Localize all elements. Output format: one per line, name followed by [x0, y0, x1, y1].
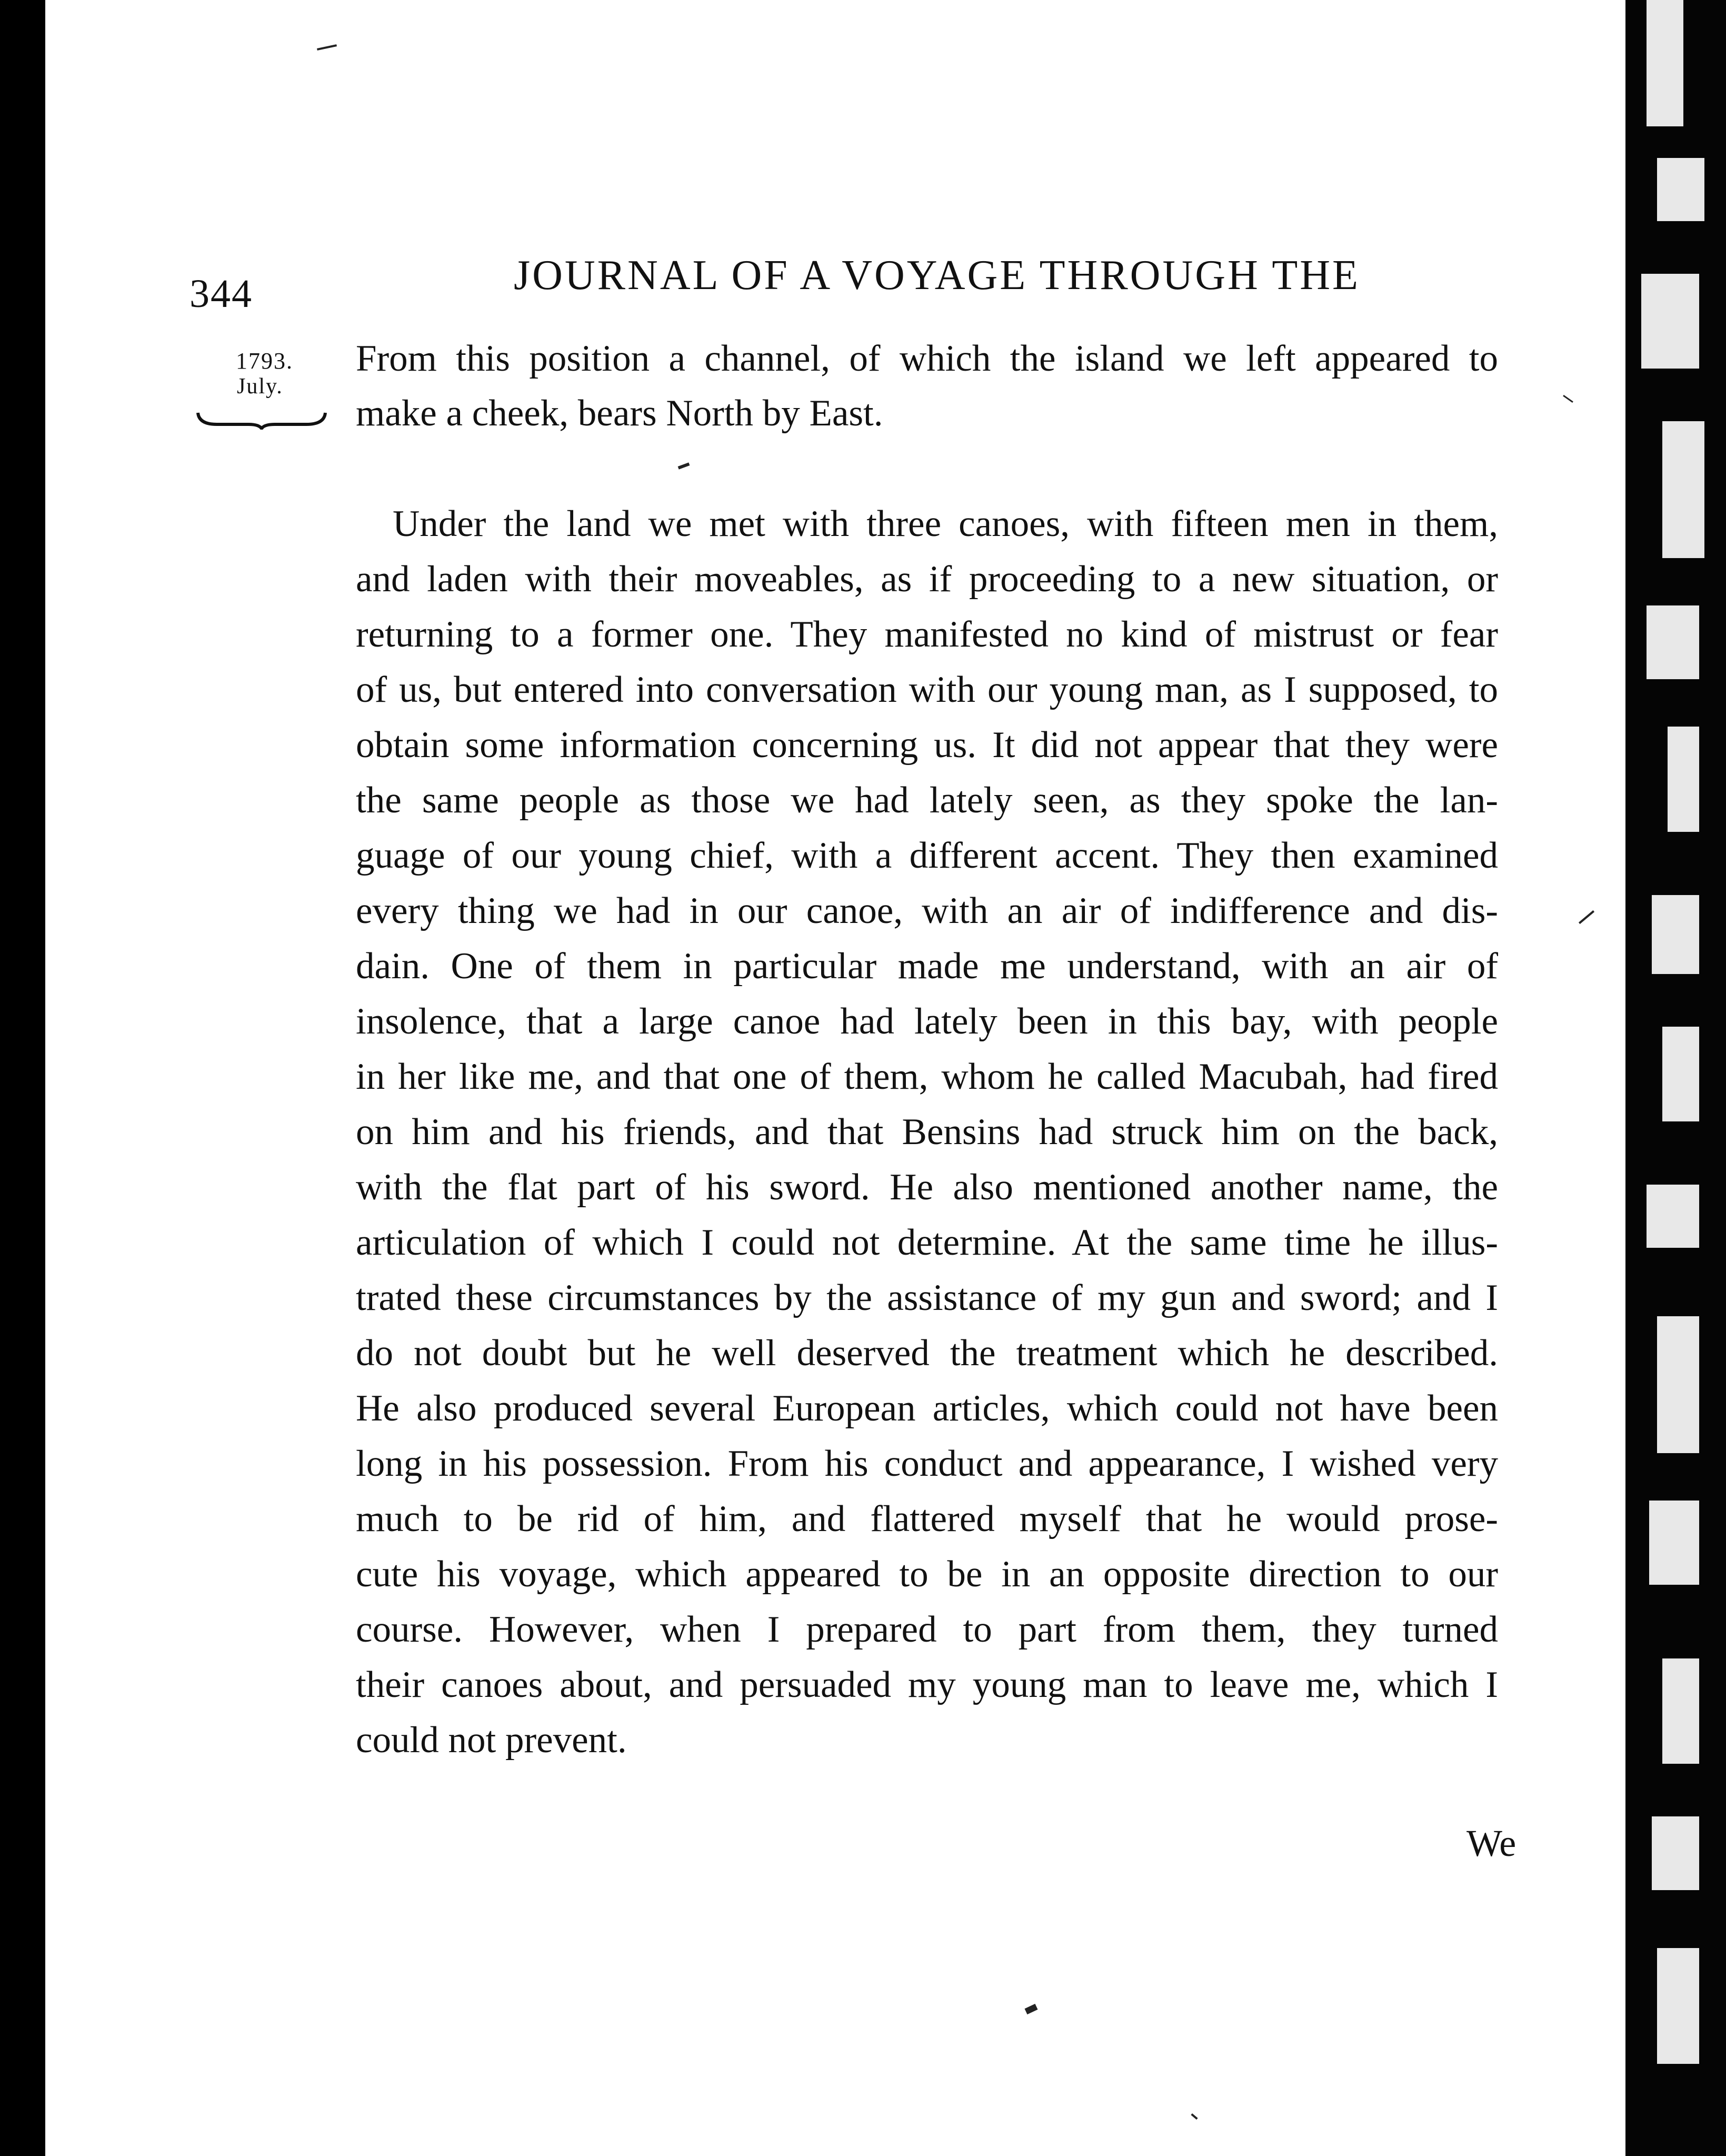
body-line: articulation of which I could not determine. At the same time he illus- [356, 1222, 1498, 1263]
margin-note-year: 1793. [236, 348, 293, 374]
body-line: long in his possession. From his conduct and appearance, I wished very [356, 1443, 1498, 1484]
body-line: course. However, when I prepared to part from them, they turned [356, 1609, 1498, 1650]
page-number: 344 [189, 272, 253, 316]
catchword: We [1466, 1822, 1517, 1864]
body-line: on him and his friends, and that Bensins had struck him on the back, [356, 1111, 1498, 1152]
body-line: guage of our young chief, with a different accent. They then examined [356, 835, 1498, 876]
body-line: with the flat part of his sword. He also mentioned another name, the [356, 1167, 1498, 1208]
body-line: make a cheek, bears North by East. [356, 393, 883, 434]
body-line: every thing we had in our canoe, with an air of indifference and dis- [356, 890, 1498, 931]
body-line: From this position a channel, of which the island we left appeared to [356, 338, 1498, 379]
body-line: and laden with their moveables, as if proceeding to a new situation, or [356, 559, 1498, 600]
body-line: dain. One of them in particular made me understand, with an air of [356, 946, 1498, 987]
body-line: much to be rid of him, and flattered myself that he would prose- [356, 1498, 1498, 1539]
body-line: returning to a former one. They manifested no kind of mistrust or fear [356, 614, 1498, 655]
body-line: of us, but entered into conversation with our young man, as I supposed, to [356, 669, 1498, 710]
body-line: obtain some information concerning us. It did not appear that they were [356, 724, 1498, 766]
body-line: in her like me, and that one of them, whom he called Macubah, had fired [356, 1056, 1498, 1097]
body-line: He also produced several European articles, which could not have been [356, 1388, 1498, 1429]
body-line: Under the land we met with three canoes, with fifteen men in them, [393, 503, 1498, 544]
running-head: JOURNAL OF A VOYAGE THROUGH THE [514, 252, 1360, 299]
margin-note-month: July. [237, 374, 283, 399]
body-line: could not prevent. [356, 1720, 627, 1761]
body-line: the same people as those we had lately seen, as they spoke the lan- [356, 780, 1498, 821]
body-line: their canoes about, and persuaded my young man to leave me, which I [356, 1664, 1498, 1705]
body-line: do not doubt but he well deserved the treatment which he described. [356, 1333, 1498, 1374]
body-line: trated these circumstances by the assistance of my gun and sword; and I [356, 1277, 1498, 1318]
body-line: cute his voyage, which appeared to be in an opposite direction to our [356, 1554, 1498, 1595]
body-line: insolence, that a large canoe had lately been in this bay, with people [356, 1001, 1498, 1042]
margin-brace-mark [196, 409, 327, 430]
